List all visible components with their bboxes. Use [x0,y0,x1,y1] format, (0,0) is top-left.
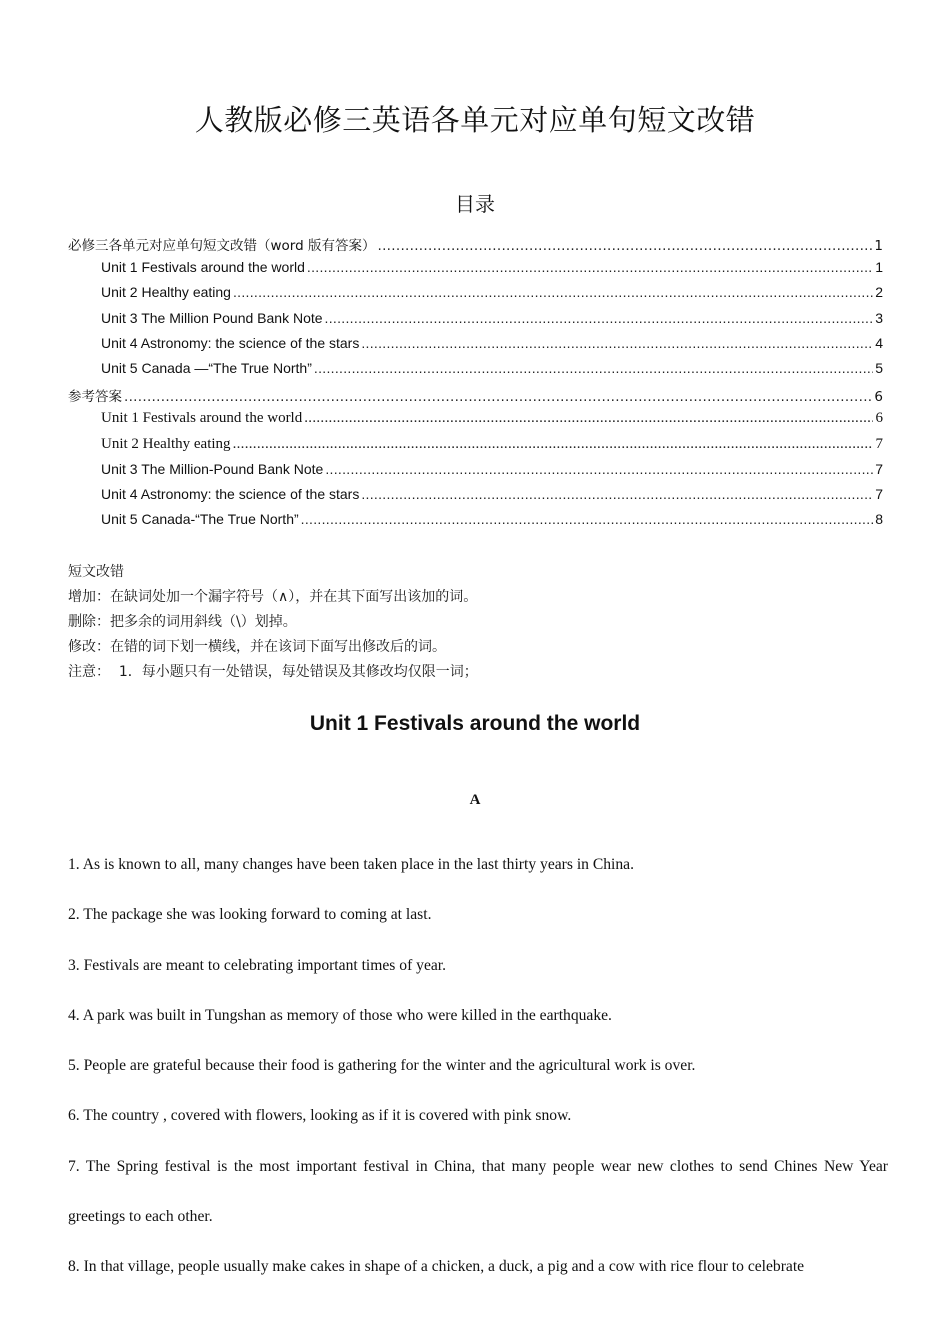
toc-dot-leader [307,259,873,275]
toc-page-number: 2 [875,284,883,301]
toc-entry[interactable] [68,511,883,536]
toc-entry-label: Unit 1 Festivals around the world [101,410,303,427]
toc-entry[interactable] [68,461,883,486]
exercise-sentence: 8. In that village, people usually make cakes in shape of a chicken, a duck, a pig and a cow with rice flour to celebrate [68,1258,805,1276]
toc-page-number: 7 [875,485,883,502]
toc-entry-label: Unit 3 The Million-Pound Bank Note [101,460,324,477]
toc-entry-label: Unit 3 The Million Pound Bank Note [101,309,323,326]
toc-entry-label: 参考答案 [68,389,122,406]
toc-page-number: 4 [875,334,883,351]
exercise-sentence: 4. A park was built in Tungshan as memory of those who were killed in the earthquake. [68,1006,612,1024]
toc-entry[interactable] [68,284,883,309]
toc-dot-leader [361,486,873,502]
instructions-block [68,560,888,685]
toc-dot-leader [304,410,873,427]
exercise-sentence: 3. Festivals are meant to celebrating important times of year. [68,956,447,974]
toc-heading: 目录 [455,192,495,216]
toc-page-number: 6 [875,410,883,427]
toc-entry[interactable] [68,436,883,461]
toc-page-number: 7 [875,435,883,452]
toc-entry[interactable] [68,410,883,435]
toc-page-number: 1 [875,259,883,276]
toc-page-number: 7 [875,460,883,477]
exercise-sentence: 5. People are grateful because their food is gathering for the winter and the agricultural work is over. [68,1057,696,1075]
toc-dot-leader [314,360,873,376]
toc-page-number: 8 [875,511,883,528]
table-of-contents [68,234,883,536]
toc-page-number: 6 [874,389,883,406]
toc-entry-label: Unit 2 Healthy eating [101,435,231,452]
toc-dot-leader [325,461,873,477]
instruction-modify-text: 在错的词下划一横线，并在该词下面写出修改后的词。 [110,639,446,655]
instruction-delete [68,610,888,635]
toc-entry[interactable] [68,234,883,259]
instruction-add [68,585,888,610]
unit-1-heading: Unit 1 Festivals around the world [309,712,641,735]
toc-dot-leader [124,389,872,405]
toc-dot-leader [233,284,873,300]
toc-entry[interactable] [68,310,883,335]
toc-dot-leader [377,238,872,254]
instruction-note [68,660,888,685]
toc-entry[interactable] [68,360,883,385]
toc-entry[interactable] [68,335,883,360]
instruction-modify-label: 修改： [68,639,110,655]
exercise-sentence: 1. As is known to all, many changes have been taken place in the last thirty years in China. [68,856,634,873]
exercise-sentence: 6. The country , covered with flowers, looking as if it is covered with pink snow. [68,1107,572,1125]
instruction-add-text: 在缺词处加一个漏字符号（∧），并在其下面写出该加的词。 [110,589,478,605]
toc-dot-leader [325,310,873,326]
instruction-note-label: 注意： [68,664,110,680]
toc-entry-label: Unit 2 Healthy eating [101,284,231,301]
toc-entry-label: 必修三各单元对应单句短文改错（word 版有答案） [68,238,376,254]
toc-entry-label: Unit 5 Canada-“The True North” [101,511,299,528]
toc-entry-label: Unit 4 Astronomy: the science of the stars [101,334,360,351]
instruction-add-label: 增加： [68,589,110,605]
toc-dot-leader [233,436,873,453]
section-a-label: A [469,792,481,808]
toc-entry-label: Unit 5 Canada —“The True North” [101,359,312,376]
toc-page-number: 3 [875,309,883,326]
toc-dot-leader [361,335,873,351]
toc-dot-leader [301,511,873,527]
toc-page-number: 1 [874,238,883,254]
exercise-sentence: 2. The package she was looking forward to coming at last. [68,906,432,924]
sentence-list [68,840,888,1293]
toc-entry-label: Unit 1 Festivals around the world [101,259,305,276]
toc-entry[interactable] [68,259,883,284]
toc-entry-label: Unit 4 Astronomy: the science of the stars [101,485,360,502]
document-title: 人教版必修三英语各单元对应单句短文改错 [194,103,756,137]
instruction-delete-label: 删除： [68,614,110,630]
toc-entry[interactable] [68,486,883,511]
instructions-heading: 短文改错 [68,564,124,580]
toc-page-number: 5 [875,359,883,376]
instruction-delete-text: 把多余的词用斜线（\）划掉。 [110,614,297,630]
instruction-note-text: 1．每小题只有一处错误，每处错误及其修改均仅限一词； [110,664,478,680]
instruction-modify [68,635,888,660]
exercise-sentence: 7. The Spring festival is the most important festival in China, that many people wear new clothes to send Chines New Year greetings to each other. [68,1157,888,1226]
toc-entry[interactable] [68,385,883,410]
